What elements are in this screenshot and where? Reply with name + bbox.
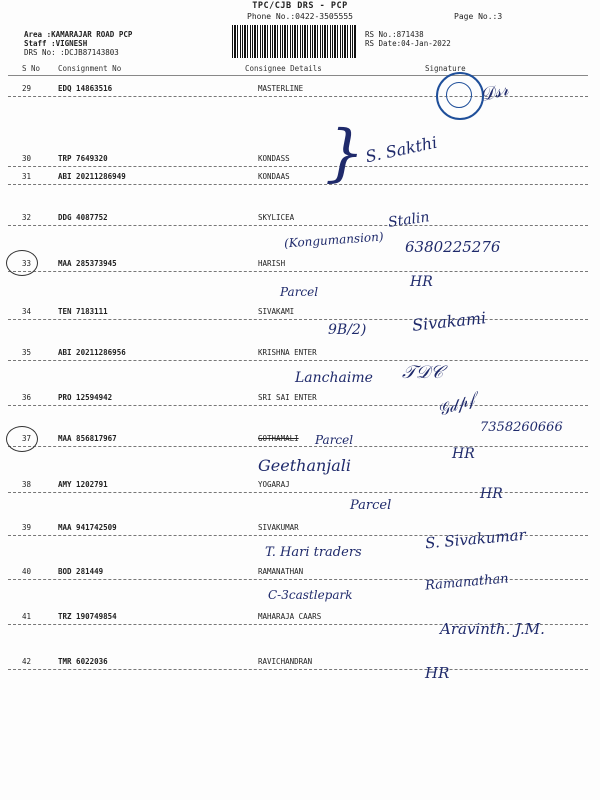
row-serial-number: 42: [22, 657, 32, 666]
handwriting-parcel-1: Parcel: [280, 285, 319, 299]
row-consignment-number: TMR 6022036: [58, 657, 108, 666]
row-consignee-name: SIVAKUMAR: [258, 523, 299, 532]
row-consignee-name: SRI SAI ENTER: [258, 393, 317, 402]
row-consignment-number: AMY 1202791: [58, 480, 108, 489]
area-field: Area :KAMARAJAR ROAD PCP: [24, 30, 133, 39]
signature-scribble-29: 𝒟𝓈𝓇: [477, 78, 511, 107]
row-consignee-name: YOGARAJ: [258, 480, 290, 489]
handwriting-kongumansion: (Kongumansion): [283, 229, 384, 251]
row-consignment-number: MAA 941742509: [58, 523, 117, 532]
circle-mark-row-37: [6, 426, 38, 452]
row-consignee-name: SIVAKAMI: [258, 307, 295, 316]
signature-scribble-35: 𝒯𝒟𝒞: [402, 362, 444, 383]
row-serial-number: 41: [22, 612, 32, 621]
company-seal-icon: [436, 72, 484, 120]
row-serial-number: 31: [22, 172, 32, 181]
row-serial-number: 40: [22, 567, 32, 576]
row-divider: [8, 225, 588, 226]
row-consignee-name: RAVICHANDRAN: [258, 657, 313, 666]
row-serial-number: 30: [22, 154, 32, 163]
handwriting-hari-traders: T. Hari traders: [265, 545, 362, 560]
handwriting-sivakami: Sivakami: [411, 308, 487, 335]
row-consignment-number: ABI 20211286956: [58, 348, 126, 357]
row-serial-number: 37: [22, 434, 32, 443]
row-serial-number: 29: [22, 84, 32, 93]
row-divider: [8, 166, 588, 167]
circle-mark-row-33: [6, 250, 38, 276]
handwriting-aravinth: Aravinth. J.M.: [440, 620, 545, 638]
handwriting-lanchaime: Lanchaime: [295, 370, 373, 386]
barcode-icon: [232, 25, 356, 58]
row-divider: [8, 446, 588, 447]
handwriting-9b2: 9B/2): [328, 322, 367, 338]
row-consignee-name: GOTHAMALI: [258, 434, 299, 443]
row-consignment-number: MAA 285373945: [58, 259, 117, 268]
row-consignment-number: ABI 20211286949: [58, 172, 126, 181]
brace-mark: }: [325, 116, 365, 189]
row-consignment-number: EDQ 14863516: [58, 84, 113, 93]
handwriting-hr-2: HR: [452, 446, 475, 462]
row-serial-number: 38: [22, 480, 32, 489]
row-consignee-name: MAHARAJA CAARS: [258, 612, 322, 621]
row-divider: [8, 669, 588, 670]
row-divider: [8, 184, 588, 185]
phone-number: Phone No.:0422-3505555: [247, 12, 353, 21]
row-consignment-number: BOD 281449: [58, 567, 104, 576]
handwriting-hr-3: HR: [480, 486, 503, 502]
row-serial-number: 35: [22, 348, 32, 357]
handwriting-phone-1: 6380225276: [405, 238, 501, 256]
signature-scribble-36: 𝒢𝒹𝓅𝒻: [434, 389, 477, 420]
handwriting-phone-2: 7358260666: [480, 420, 563, 435]
handwriting-stalin: Stalin: [387, 209, 431, 231]
sheet-title: TPC/CJB DRS - PCP: [252, 1, 348, 11]
row-consignment-number: TRP 7649320: [58, 154, 108, 163]
row-serial-number: 36: [22, 393, 32, 402]
handwriting-geethanjali: Geethanjali: [258, 456, 352, 475]
row-consignee-name: MASTERLINE: [258, 84, 304, 93]
col-header-sno: S No: [22, 64, 41, 73]
row-consignee-name: HARISH: [258, 259, 286, 268]
handwriting-hr-1: HR: [410, 274, 433, 290]
row-serial-number: 34: [22, 307, 32, 316]
staff-field: Staff :VIGNESH: [24, 39, 88, 48]
handwriting-hr-4: HR: [425, 664, 450, 682]
drs-number: DRS No: :DCJB87143803: [24, 48, 119, 57]
row-consignee-name: KRISHNA ENTER: [258, 348, 317, 357]
row-consignment-number: MAA 856817967: [58, 434, 117, 443]
row-divider: [8, 319, 588, 320]
col-header-consignment: Consignment No: [58, 64, 122, 73]
header-divider: [8, 75, 588, 76]
row-consignment-number: TEN 7183111: [58, 307, 108, 316]
rs-date: RS Date:04-Jan-2022: [365, 39, 451, 48]
row-consignment-number: PRO 12594942: [58, 393, 113, 402]
rs-number: RS No.:871438: [365, 30, 424, 39]
row-divider: [8, 360, 588, 361]
row-consignee-name: RAMANATHAN: [258, 567, 304, 576]
handwriting-sakthi: S. Sakthi: [363, 132, 439, 167]
col-header-signature: Signature: [425, 64, 466, 73]
row-divider: [8, 405, 588, 406]
row-serial-number: 32: [22, 213, 32, 222]
row-consignment-number: DDG 4087752: [58, 213, 108, 222]
row-divider: [8, 271, 588, 272]
row-consignment-number: TRZ 190749854: [58, 612, 117, 621]
row-consignee-name: KONDASS: [258, 154, 290, 163]
handwriting-parcel-3: Parcel: [350, 498, 392, 513]
handwriting-castlepark: C-3castlepark: [268, 588, 353, 602]
handwriting-ramanathan: Ramanathan: [424, 571, 510, 594]
page-number: Page No.:3: [454, 12, 503, 21]
row-serial-number: 39: [22, 523, 32, 532]
col-header-consignee: Consignee Details: [245, 64, 322, 73]
row-consignee-name: KONDAAS: [258, 172, 290, 181]
row-consignee-name: SKYLICEA: [258, 213, 295, 222]
handwriting-sivakumar: S. Sivakumar: [424, 525, 527, 553]
handwriting-parcel-2: Parcel: [315, 433, 354, 447]
row-serial-number: 33: [22, 259, 32, 268]
